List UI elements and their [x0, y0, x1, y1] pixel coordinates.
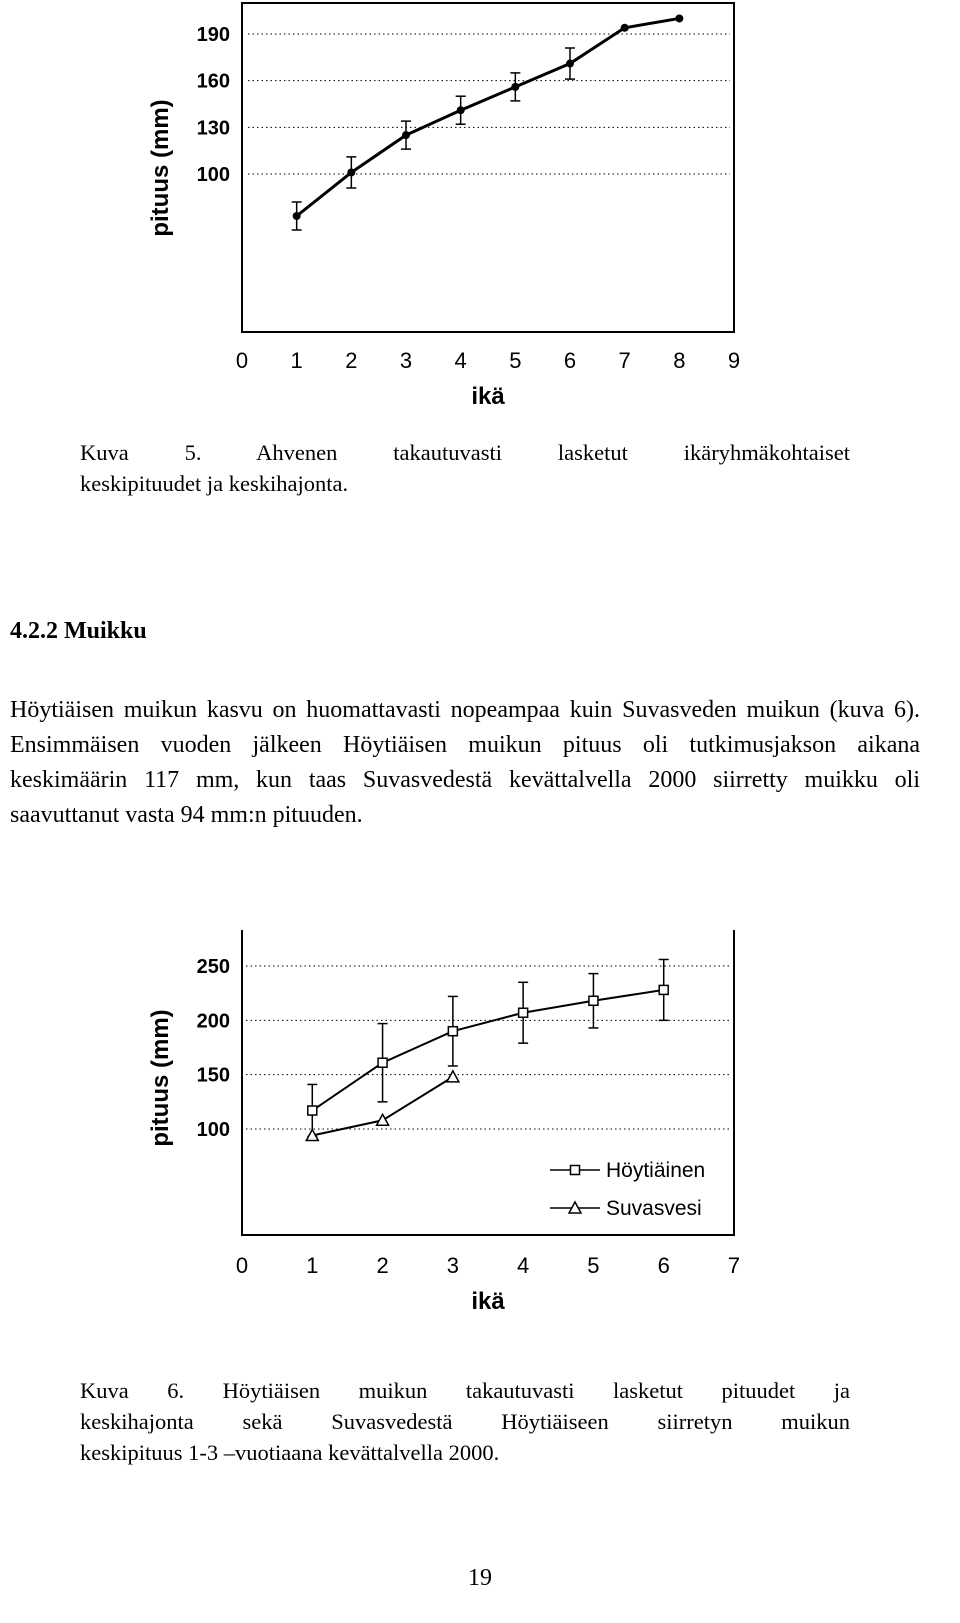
figure-6-caption-line-3: keskipituus 1-3 –vuotiaana kevättalvella 2000.: [80, 1440, 500, 1465]
data-point: [457, 106, 465, 114]
figure-6-caption-line-2: keskihajonta sekä Suvasvedestä Höytiäiseen siirretyn muikun: [80, 1409, 850, 1434]
x-tick-label: 7: [727, 1253, 741, 1278]
y-axis-label: pituus (mm): [147, 99, 174, 237]
data-point-square: [519, 1008, 528, 1017]
x-axis-label: ikä: [471, 1288, 505, 1315]
y-tick-label: 130: [196, 117, 230, 140]
plot-frame: [242, 3, 734, 332]
series-line-höytiäinen: [312, 990, 663, 1111]
section-paragraph: Höytiäisen muikun kasvu on huomattavasti nopeampaa kuin Suvasveden muikun (kuva 6). Ensimmäisen vuoden jälkeen Höytiäisen muikun pituus oli tutkimusjakson aikana keskimäärin 117 mm, kun taas Suvasvedestä kevättalvella 2000 siirretty muikku oli saavuttanut vasta 94 mm:n pituuden.: [10, 697, 920, 828]
y-tick-label: 100: [196, 164, 230, 186]
data-point: [621, 24, 629, 32]
figure-6-chart: [0, 930, 960, 1350]
data-point: [566, 60, 574, 68]
series-line-0: [297, 18, 680, 216]
x-tick-label: 2: [345, 348, 358, 373]
data-point-square: [378, 1058, 387, 1067]
y-tick-label: 190: [196, 24, 230, 46]
data-point-square: [448, 1027, 457, 1036]
x-tick-label: 1: [306, 1253, 319, 1278]
plot-frame: [242, 930, 734, 1235]
data-point: [675, 14, 683, 22]
data-point: [511, 83, 519, 91]
legend-marker-square: [571, 1166, 580, 1175]
x-tick-label: 7: [618, 348, 631, 373]
y-axis-label: pituus (mm): [147, 1009, 174, 1147]
y-tick-label: 150: [196, 1064, 230, 1087]
figure-5-caption-line-2: keskipituudet ja keskihajonta.: [80, 471, 349, 496]
section-heading: 4.2.2 Muikku: [10, 618, 147, 644]
data-point: [402, 131, 410, 139]
figure-5-plot: [0, 0, 960, 420]
x-tick-label: 2: [376, 1253, 389, 1278]
figure-5-caption: [80, 437, 850, 499]
x-tick-label: 3: [446, 1253, 459, 1278]
figure-5-caption-line-1: Kuva 5. Ahvenen takautuvasti lasketut ikäryhmäkohtaiset: [80, 440, 850, 465]
x-tick-label: 4: [517, 1253, 530, 1278]
data-point: [293, 212, 301, 220]
x-tick-label: 4: [454, 348, 467, 373]
x-tick-label: 6: [657, 1253, 670, 1278]
x-tick-label: 0: [235, 1253, 249, 1278]
x-tick-label: 8: [673, 348, 686, 373]
figure-6-caption-line-1: Kuva 6. Höytiäisen muikun takautuvasti lasketut pituudet ja: [80, 1378, 850, 1403]
data-point-triangle: [377, 1114, 389, 1125]
data-point: [347, 168, 355, 176]
legend-label: Höytiäinen: [606, 1159, 706, 1182]
legend-label: Suvasvesi: [606, 1197, 702, 1220]
figure-6-caption: [80, 1375, 850, 1468]
y-tick-label: 200: [196, 1010, 230, 1033]
x-tick-label: 9: [727, 348, 741, 373]
x-axis-label: ikä: [471, 383, 505, 410]
x-tick-label: 1: [290, 348, 303, 373]
x-tick-label: 5: [509, 348, 522, 373]
page-number: 19: [468, 1565, 492, 1591]
y-tick-label: 100: [196, 1119, 230, 1141]
x-tick-label: 6: [563, 348, 577, 373]
x-tick-label: 0: [235, 348, 249, 373]
data-point-square: [589, 996, 598, 1005]
y-tick-label: 160: [196, 70, 230, 93]
x-tick-label: 3: [399, 348, 413, 373]
data-point-square: [659, 985, 668, 994]
data-point-triangle: [447, 1071, 459, 1082]
figure-6-plot: [0, 930, 960, 1350]
x-tick-label: 5: [587, 1253, 600, 1278]
figure-5-chart: [0, 0, 960, 420]
y-tick-label: 250: [196, 956, 230, 978]
data-point-square: [308, 1106, 317, 1115]
